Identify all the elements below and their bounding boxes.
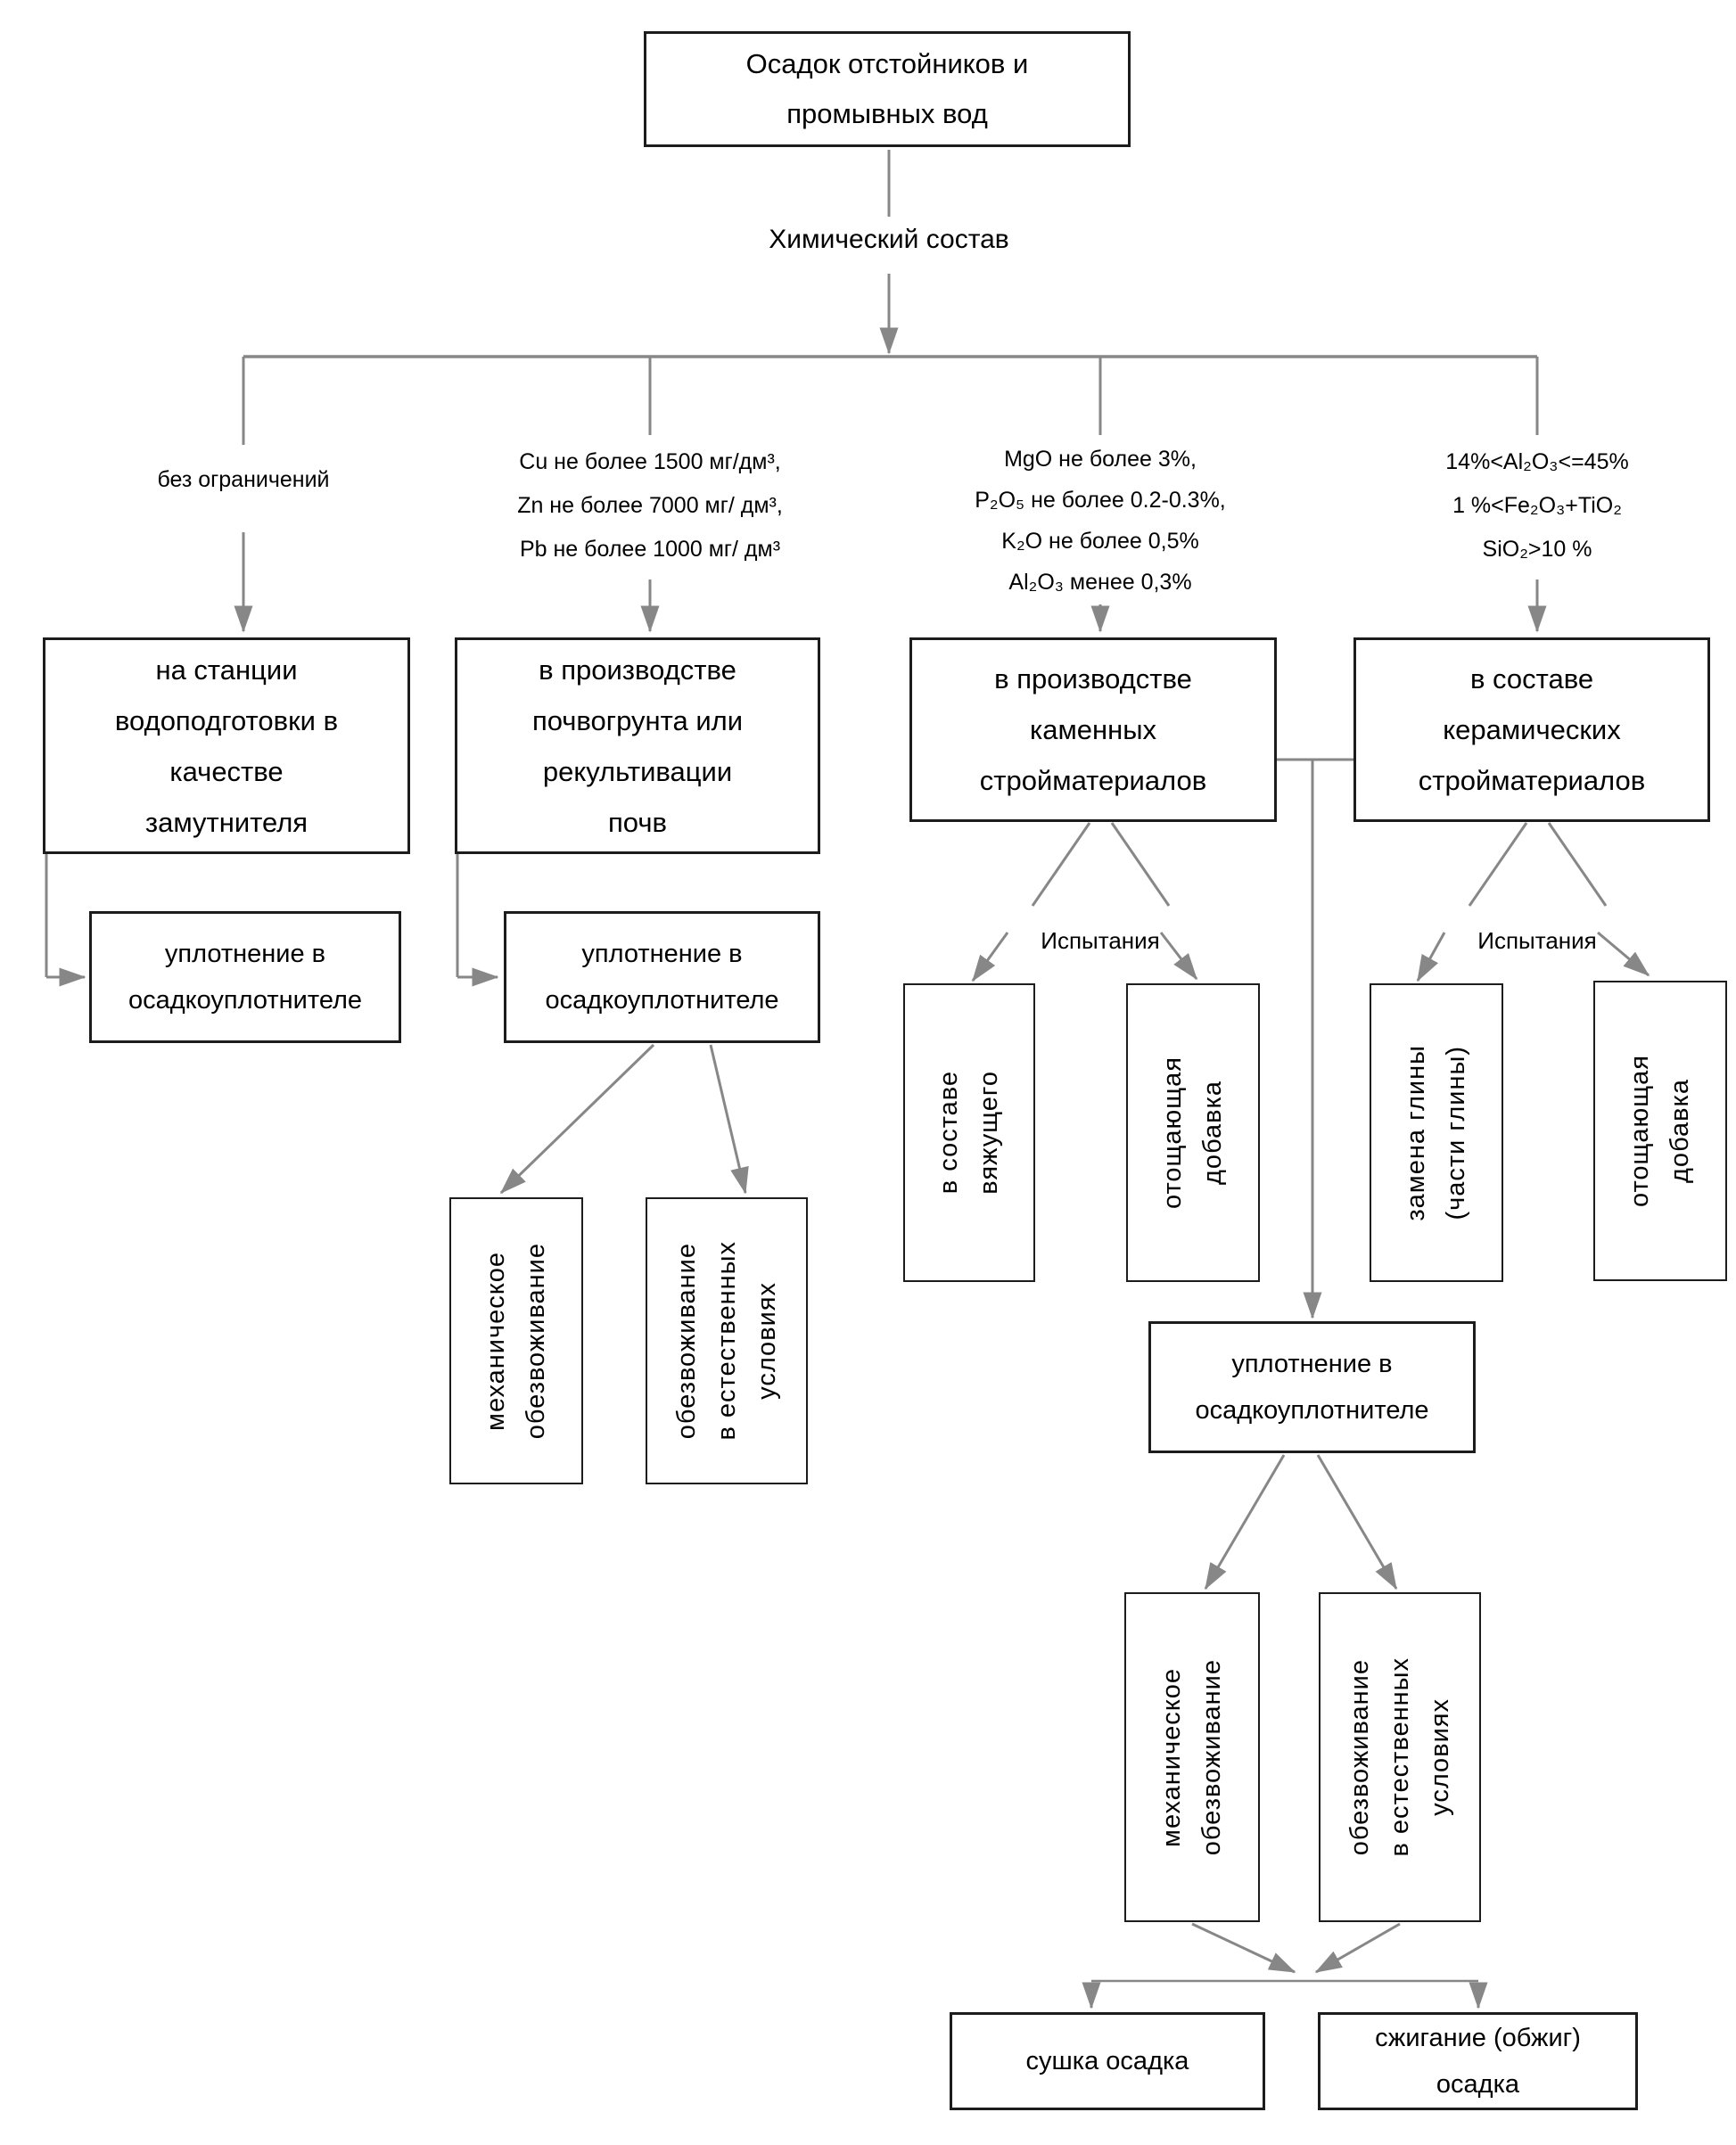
text-line-vertical: обезвоживание [1345,1658,1374,1856]
node-clay-replacement [1370,983,1503,1282]
arrow-mid-left [1205,1455,1284,1589]
text-line: уплотнение в [164,940,326,968]
text-line-vertical: в естественных [1385,1657,1414,1857]
text-line: Pb не более 1000 мг/ дм³ [519,537,781,562]
condition-alumina [1337,440,1736,571]
text-line: почвогрунта или [531,704,744,736]
node-ceramic-materials [1353,637,1710,822]
text-line-vertical: (части глины) [1442,1045,1470,1220]
text-line: качестве [169,755,284,787]
text-line: рекультивации [542,755,733,787]
text-line-vertical: обезвоживание [671,1242,701,1440]
text-line: уплотнение в [1231,1350,1393,1378]
text-line: почв [608,806,667,838]
node-mech-dewatering-1 [449,1197,583,1484]
tests-label-ceramic: Испытания [1477,927,1597,954]
node-thickener-2 [504,911,820,1043]
arrow-converge-right [1316,1924,1400,1972]
node-mech-dewatering-2 [1124,1592,1260,1922]
node-binder-component [903,983,1035,1282]
node-natural-dewatering-1 [646,1197,808,1484]
text-line: водоподготовки в [114,704,339,736]
decision-label: Химический состав [769,225,1009,254]
text-line-vertical: условиях [1425,1698,1454,1816]
text-line: осадкоуплотнителе [128,986,363,1015]
text-line-vertical: добавка [1666,1079,1694,1183]
condition-oxides [900,439,1301,603]
arrow-thickener2-right [711,1045,745,1193]
text-line: осадкоуплотнителе [545,986,779,1015]
tests1-vline-right [1112,823,1169,906]
tests1-vline-left [1033,823,1090,906]
node-root [644,31,1131,147]
text-line: уплотнение в [581,940,743,968]
text-line: Zn не более 7000 мг/ дм³, [517,493,783,518]
node-soil-production [455,637,820,854]
text-line: Осадок отстойников и [745,48,1029,79]
node-thinning-additive-2 [1593,981,1727,1281]
arrow-converge-left [1192,1924,1295,1972]
arrow-mid-right [1318,1455,1396,1589]
text-line: сушка осадка [1025,2047,1189,2075]
node-natural-dewatering-2 [1319,1592,1481,1922]
tests2-vline-right [1549,823,1606,906]
node-thickener-3 [1148,1321,1476,1453]
text-line: в производстве [539,653,736,686]
text-line: осадка [1436,2070,1520,2099]
text-line-vertical: отощающая [1158,1056,1187,1209]
text-line-vertical: механическое [481,1251,510,1431]
text-line: стройматериалов [1418,765,1646,796]
tests2-vline-left [1469,823,1526,906]
text-line: P₂O₅ не более 0.2-0.3%, [975,488,1226,513]
text-line: K₂O не более 0,5% [1001,529,1199,554]
text-line-vertical: добавка [1198,1081,1227,1185]
condition-no-limits [110,458,377,502]
text-line: стройматериалов [979,765,1207,796]
text-line: на станции [155,653,298,686]
text-line: SiO₂>10 % [1482,537,1592,562]
text-line-vertical: замена глины [1402,1044,1430,1221]
text-line: осадкоуплотнителе [1195,1396,1429,1425]
text-line-vertical: механическое [1157,1667,1186,1847]
node-sludge-drying [950,2012,1265,2110]
node-thickener-1 [89,911,401,1043]
text-line: 1 %<Fe₂O₃+TiO₂ [1452,493,1622,518]
arrow-thickener2-left [501,1045,654,1193]
text-line: без ограничений [157,467,330,492]
text-line: замутнителя [144,806,309,838]
text-line-vertical: в естественных [712,1241,741,1441]
text-line: 14%<Al₂O₃<=45% [1445,449,1629,474]
text-line-vertical: условиях [752,1282,781,1400]
text-line: керамических [1443,714,1621,745]
text-line: сжигание (обжиг) [1375,2024,1581,2052]
text-line: в производстве [994,663,1192,694]
node-sludge-burning [1318,2012,1638,2110]
node-stone-materials [909,637,1277,822]
text-line: промывных вод [786,98,988,129]
text-line-vertical: отощающая [1625,1054,1654,1207]
text-line-vertical: вяжущего [975,1071,1003,1195]
text-line: в составе [1469,663,1594,694]
tests-label-stone: Испытания [1041,927,1160,954]
text-line: Cu не более 1500 мг/дм³, [519,449,781,474]
text-line: MgO не более 3%, [1004,447,1197,472]
condition-heavy-metals [449,440,851,571]
text-line-vertical: обезвоживание [522,1242,550,1440]
text-line: каменных [1029,714,1157,745]
text-line-vertical: обезвоживание [1197,1658,1226,1856]
text-line-vertical: в составе [934,1071,963,1195]
node-water-station [43,637,410,854]
node-thinning-additive-1 [1126,983,1260,1282]
text-line: Al₂O₃ менее 0,3% [1008,570,1192,595]
